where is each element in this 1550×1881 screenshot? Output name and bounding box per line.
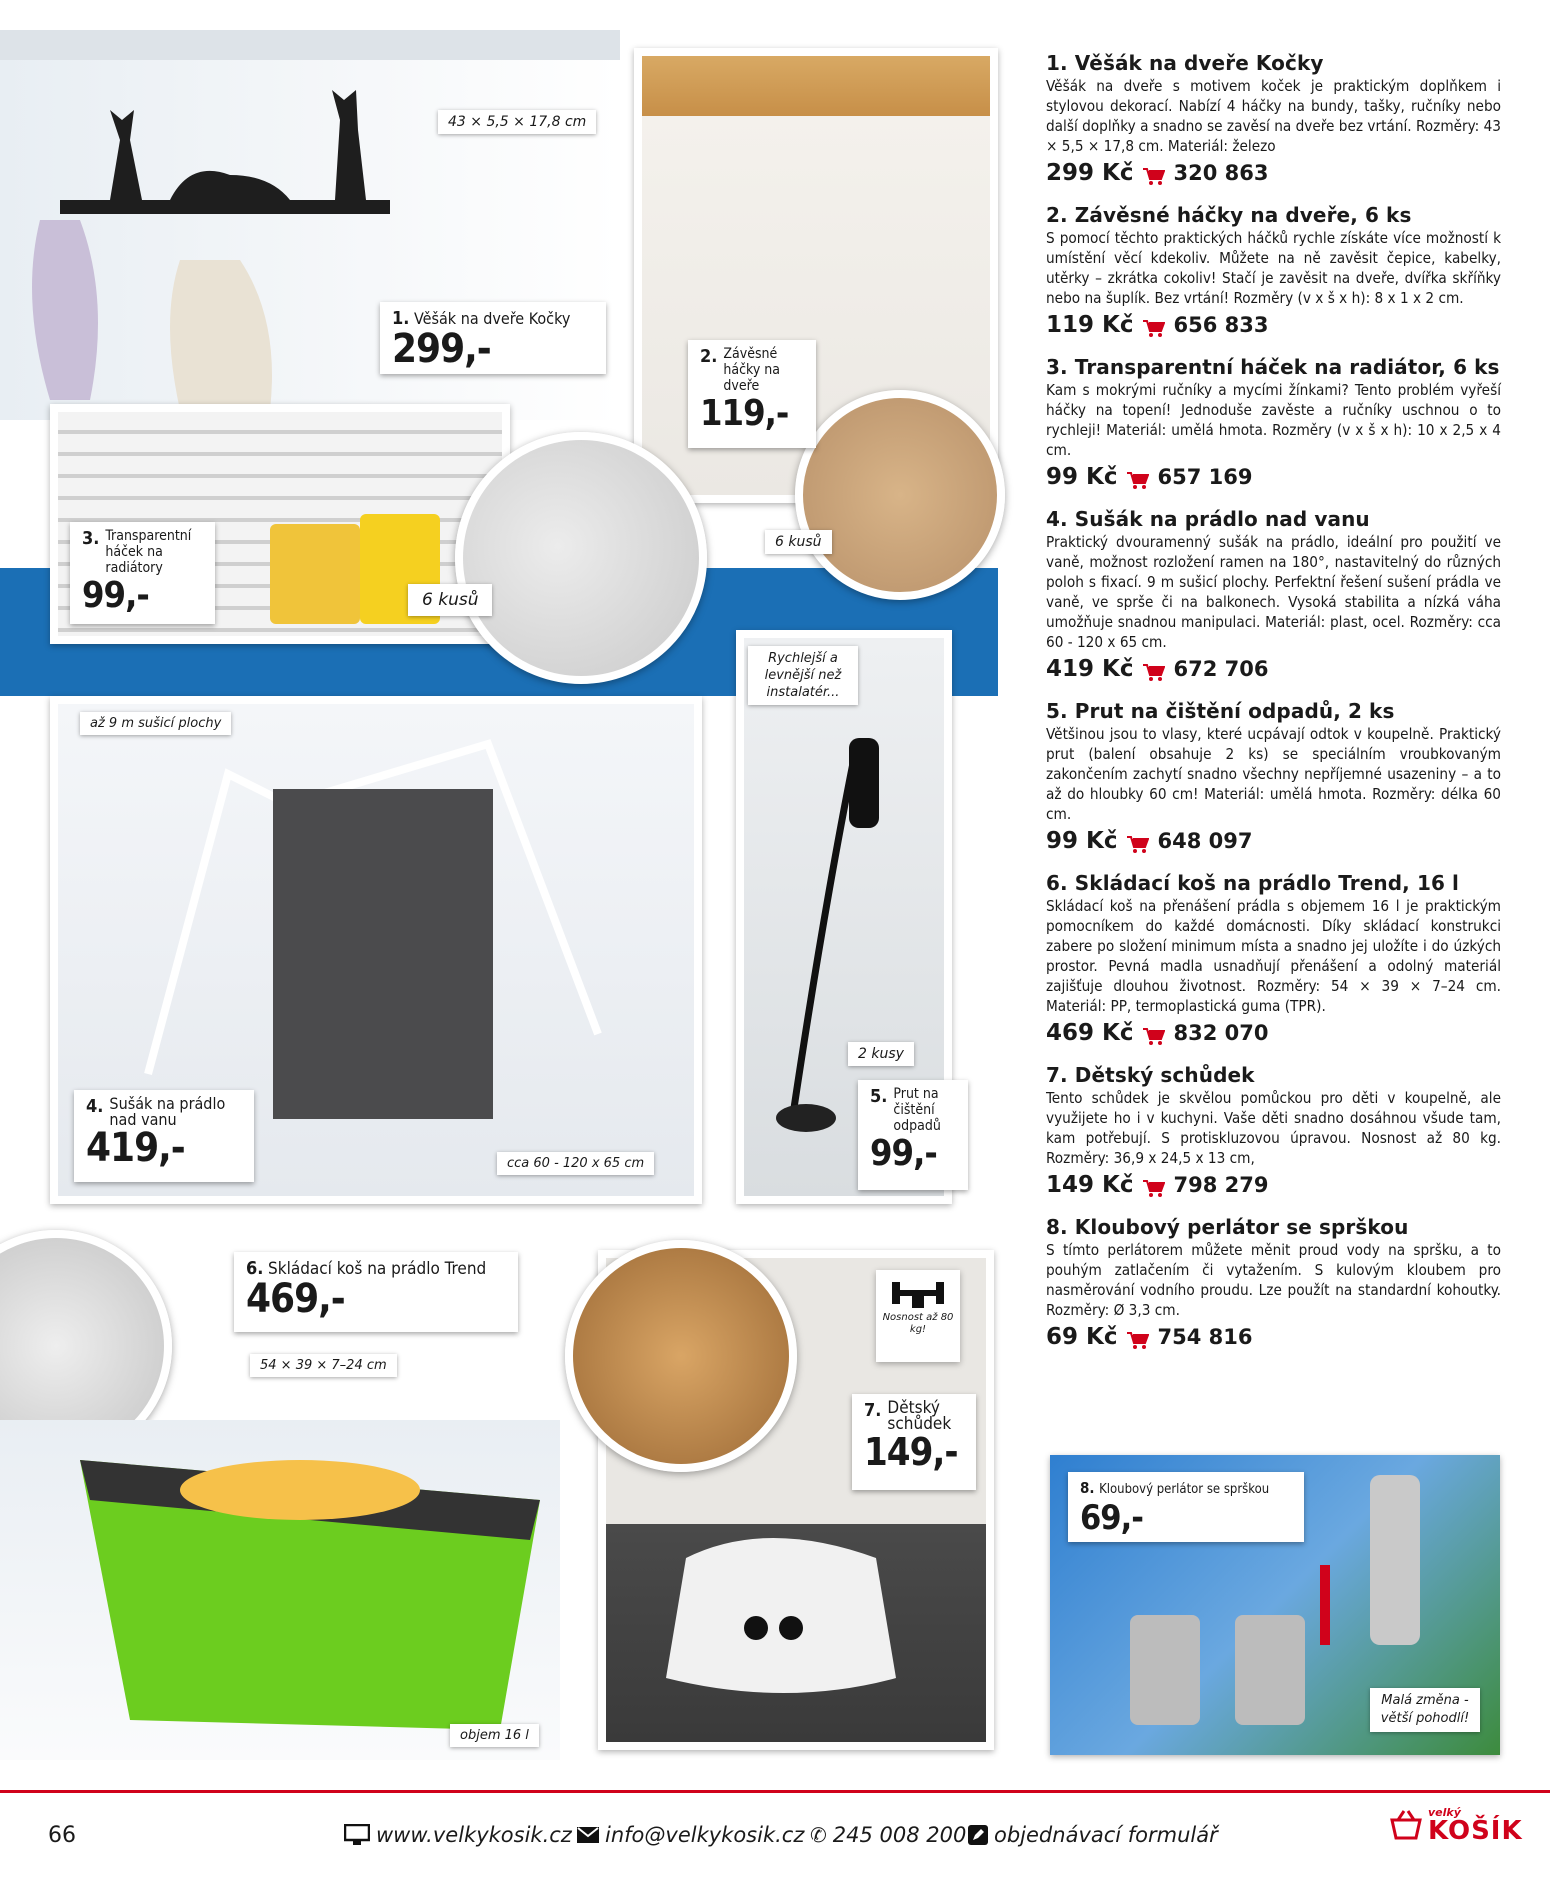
product-price-row (1046, 1172, 1501, 1198)
tag-price: 99,- (82, 575, 149, 616)
product-code: 832 070 (1173, 1021, 1269, 1045)
product-price: 99 Kč (1046, 828, 1118, 854)
basket-logo-icon (1388, 1808, 1424, 1844)
tag-number: 7. (864, 1400, 882, 1421)
product-code: 656 833 (1173, 313, 1269, 337)
product-title (1046, 50, 1501, 76)
note-faster-cheaper: Rychlejší a levnější než instalatér... (748, 646, 858, 705)
price-tag-6 (234, 1252, 518, 1332)
product-title (1046, 698, 1501, 724)
phone-icon: ✆ (810, 1823, 827, 1847)
product-2 (1046, 202, 1501, 338)
page-number: 66 (48, 1823, 76, 1848)
price-tag-4 (74, 1090, 254, 1182)
note-volume: objem 16 l (450, 1724, 539, 1747)
note-6-kusu-b: 6 kusů (765, 530, 832, 554)
product-code: 754 816 (1157, 1325, 1253, 1349)
product-price-row (1046, 828, 1501, 854)
product-number: 5. (1046, 699, 1068, 723)
product-price: 299 Kč (1046, 160, 1134, 186)
footer-phone[interactable] (810, 1823, 966, 1847)
product-title (1046, 1062, 1501, 1088)
footer-website[interactable] (344, 1823, 572, 1847)
tag-number: 6. (246, 1258, 264, 1279)
product-code: 320 863 (1173, 161, 1269, 185)
product-price-row (1046, 312, 1501, 338)
product-description: Skládací koš na přenášení prádla s objemem 16 l je praktickým pomocníkem do každé domácnosti. Díky skládací konstrukci zabere po složení minimum místa a snadno jej uložíte i do úzkých prostor. Pevná madla usnadňují přenášení a odolný materiál zajišťuje dlouhou životnost. Rozměry: 54 × 39 × 7–24 cm. Materiál: PP, termoplastická guma (TPR). (1046, 897, 1501, 1015)
note-small-change: Malá změna - větší pohodlí! (1370, 1688, 1480, 1732)
product-name: Kloubový perlátor se sprškou (1074, 1215, 1409, 1239)
tag-price: 149,- (864, 1430, 958, 1474)
tag-number: 8. (1080, 1479, 1095, 1497)
product-number: 4. (1046, 507, 1068, 531)
load-capacity-note: Nosnost až 80 kg! (882, 1312, 954, 1335)
product-price-row (1046, 1324, 1501, 1350)
product-price: 69 Kč (1046, 1324, 1118, 1350)
product-number: 7. (1046, 1063, 1068, 1087)
product-description: Věšák na dveře s motivem koček je praktickým doplňkem i stylovou dekorací. Nabízí 4 háčky na bundy, tašky, ručníky nebo další doplňky a snadno se zavěsí na dveře bez vrtání. Rozměry: 43 × 5,5 × 17,8 cm. Materiál: železo (1046, 77, 1501, 155)
note-dims-1: 43 × 5,5 × 17,8 cm (438, 110, 596, 134)
product-title (1046, 870, 1501, 896)
product-name: Prut na čištění odpadů, 2 ks (1074, 699, 1395, 723)
product-title (1046, 506, 1501, 532)
product-price: 99 Kč (1046, 464, 1118, 490)
product-price-row (1046, 160, 1501, 186)
tag-name: Závěsné háčky na dveře (723, 346, 780, 394)
product-price: 419 Kč (1046, 656, 1134, 682)
product-number: 3. (1046, 355, 1068, 379)
cart-icon[interactable] (1143, 1025, 1163, 1041)
tag-name: Věšák na dveře Kočky (414, 309, 571, 328)
product-3 (1046, 354, 1501, 490)
product-description: Kam s mokrými ručníky a mycími žínkami? Tento problém vyřeší háčky na topení! Jednoduše zavěste a ručníky uschnou o to rychleji! Materiál: umělá hmota. Rozměry (v x š x h): 10 x 2,5 x 4 cm. (1046, 381, 1501, 459)
product-title (1046, 1214, 1501, 1240)
product-6 (1046, 870, 1501, 1046)
pencil-icon (968, 1825, 988, 1845)
product-name: Věšák na dveře Kočky (1074, 51, 1324, 75)
cart-icon[interactable] (1127, 833, 1147, 849)
product-title (1046, 354, 1501, 380)
tag-name: Dětský schůdek (887, 1398, 952, 1434)
brand-logo[interactable] (1388, 1807, 1523, 1844)
tag-number: 1. (392, 308, 410, 329)
price-tag-5 (858, 1080, 968, 1190)
product-description: S pomocí těchto praktických háčků rychle získáte více možností k umístění věcí kdekoliv. Můžete na ně zavěsit čepice, kabelky, utěrky – zkrátka cokoliv! Stačí je zavěsit na dveře, dvířka skříňky nebo na šuplík. Bez vrtání! Rozměry (v x š x h): 8 x 1 x 2 cm. (1046, 229, 1501, 307)
product-name: Závěsné háčky na dveře, 6 ks (1074, 203, 1412, 227)
tag-price: 299,- (392, 326, 491, 372)
tag-price: 419,- (86, 1125, 185, 1171)
product-title (1046, 202, 1501, 228)
image-laundry-basket (0, 1420, 560, 1760)
product-1 (1046, 50, 1501, 186)
tag-price: 469,- (246, 1276, 345, 1322)
product-code: 657 169 (1157, 465, 1253, 489)
product-price-row (1046, 464, 1501, 490)
product-description: Praktický dvouramenný sušák na prádlo, ideální pro použití ve vaně, možnost rozložení ramen na 180°, nastavitelný do různých poloh s fixací. 9 m sušicí plochy. Perfektní řešení sušení prádla ve vaně, ve sprše či na balkonech. Vysoká stabilita a nízká váha umožňuje snadnou manipulaci. Materiál: plast, ocel. Rozměry: cca 60 - 120 x 65 cm. (1046, 533, 1501, 651)
website-link[interactable]: www.velkykosik.cz (376, 1823, 572, 1847)
product-code: 798 279 (1173, 1173, 1269, 1197)
cart-icon[interactable] (1143, 165, 1163, 181)
tag-number: 5. (870, 1086, 888, 1107)
note-2-kusy: 2 kusy (848, 1042, 914, 1066)
phone-number[interactable]: 245 008 200 (832, 1823, 967, 1847)
image-metal-hooks-circle (795, 390, 1005, 600)
cart-icon[interactable] (1127, 1329, 1147, 1345)
product-name: Skládací koš na prádlo Trend, 16 l (1074, 871, 1459, 895)
tag-price: 119,- (700, 393, 789, 434)
tag-number: 2. (700, 346, 718, 367)
product-number: 8. (1046, 1215, 1068, 1239)
product-name: Sušák na prádlo nad vanu (1074, 507, 1370, 531)
product-price: 119 Kč (1046, 312, 1134, 338)
note-dims-6: 54 × 39 × 7–24 cm (250, 1354, 397, 1377)
tag-price: 69,- (1080, 1498, 1143, 1538)
price-tag-7 (852, 1394, 976, 1490)
order-form-link[interactable]: objednávací formulář (994, 1823, 1218, 1847)
product-list (1046, 50, 1501, 1366)
cart-icon[interactable] (1127, 469, 1147, 485)
product-code: 648 097 (1157, 829, 1253, 853)
image-step-stool-circle (565, 1240, 797, 1472)
tag-name: Prut na čištění odpadů (893, 1086, 941, 1134)
product-number: 1. (1046, 51, 1068, 75)
tag-number: 3. (82, 528, 100, 549)
tag-name: Transparentní háček na radiátory (105, 528, 192, 576)
tag-number: 4. (86, 1096, 104, 1117)
envelope-icon (577, 1827, 599, 1843)
price-tag-3 (70, 522, 215, 624)
cart-icon[interactable] (1143, 661, 1163, 677)
note-dims-4: cca 60 - 120 x 65 cm (497, 1152, 654, 1175)
dumbbell-icon (888, 1276, 948, 1310)
logo-small-text: velký (1428, 1806, 1461, 1819)
note-6-kusu-a: 6 kusů (408, 584, 492, 616)
price-tag-2 (688, 340, 816, 448)
footer (0, 1790, 1550, 1881)
product-number: 2. (1046, 203, 1068, 227)
product-description: S tímto perlátorem můžete měnit proud vody na spršku, a to pouhým zatlačením či vytažením. S kulovým kloubem pro nasměrování vodního proudu. Lze použít na standardní kohoutky. Rozměry: Ø 3,3 cm. (1046, 1241, 1501, 1319)
price-tag-8 (1068, 1472, 1304, 1542)
logo-big-text: KOŠÍK (1428, 1816, 1523, 1846)
product-price: 149 Kč (1046, 1172, 1134, 1198)
product-description: Většinou jsou to vlasy, které ucpávají odtok v koupelně. Praktický prut (balení obsahuje 2 ks) se speciálním vroubkovaným zakončením zachytí snadno všechny nepříjemné usazeniny – a to až do hloubky 60 cm! Materiál: umělá hmota. Rozměry: délka 60 cm. (1046, 725, 1501, 823)
monitor-icon (344, 1824, 370, 1846)
image-radiator-hooks-circle (455, 432, 707, 684)
product-name: Transparentní háček na radiátor, 6 ks (1074, 355, 1500, 379)
tag-price: 99,- (870, 1133, 937, 1174)
cart-icon[interactable] (1143, 317, 1163, 333)
tag-name: Skládací koš na prádlo Trend (268, 1259, 487, 1279)
weight-icon-box (876, 1270, 960, 1362)
product-price-row (1046, 656, 1501, 682)
email-link[interactable]: info@velkykosik.cz (605, 1823, 805, 1847)
product-8 (1046, 1214, 1501, 1350)
footer-email[interactable] (577, 1823, 804, 1847)
price-tag-1 (380, 302, 606, 374)
note-drying-area: až 9 m sušicí plochy (80, 712, 231, 735)
tag-name: Kloubový perlátor se sprškou (1099, 1482, 1270, 1497)
product-7 (1046, 1062, 1501, 1198)
product-number: 6. (1046, 871, 1068, 895)
footer-order-form[interactable] (968, 1823, 1218, 1847)
product-description: Tento schůdek je skvělou pomůckou pro děti v koupelně, ale využijete ho i v kuchyni. Vaše děti snadno dosáhnou všude tam, kam potřebují. S protiskluzovou úpravou. Nosnost až 80 kg. Rozměry: 36,9 x 24,5 x 13 cm, (1046, 1089, 1501, 1167)
product-5 (1046, 698, 1501, 854)
product-price: 469 Kč (1046, 1020, 1134, 1046)
product-name: Dětský schůdek (1074, 1063, 1255, 1087)
cart-icon[interactable] (1143, 1177, 1163, 1193)
product-4 (1046, 506, 1501, 682)
product-code: 672 706 (1173, 657, 1269, 681)
product-price-row (1046, 1020, 1501, 1046)
tag-name: Sušák na prádlo nad vanu (109, 1094, 226, 1129)
